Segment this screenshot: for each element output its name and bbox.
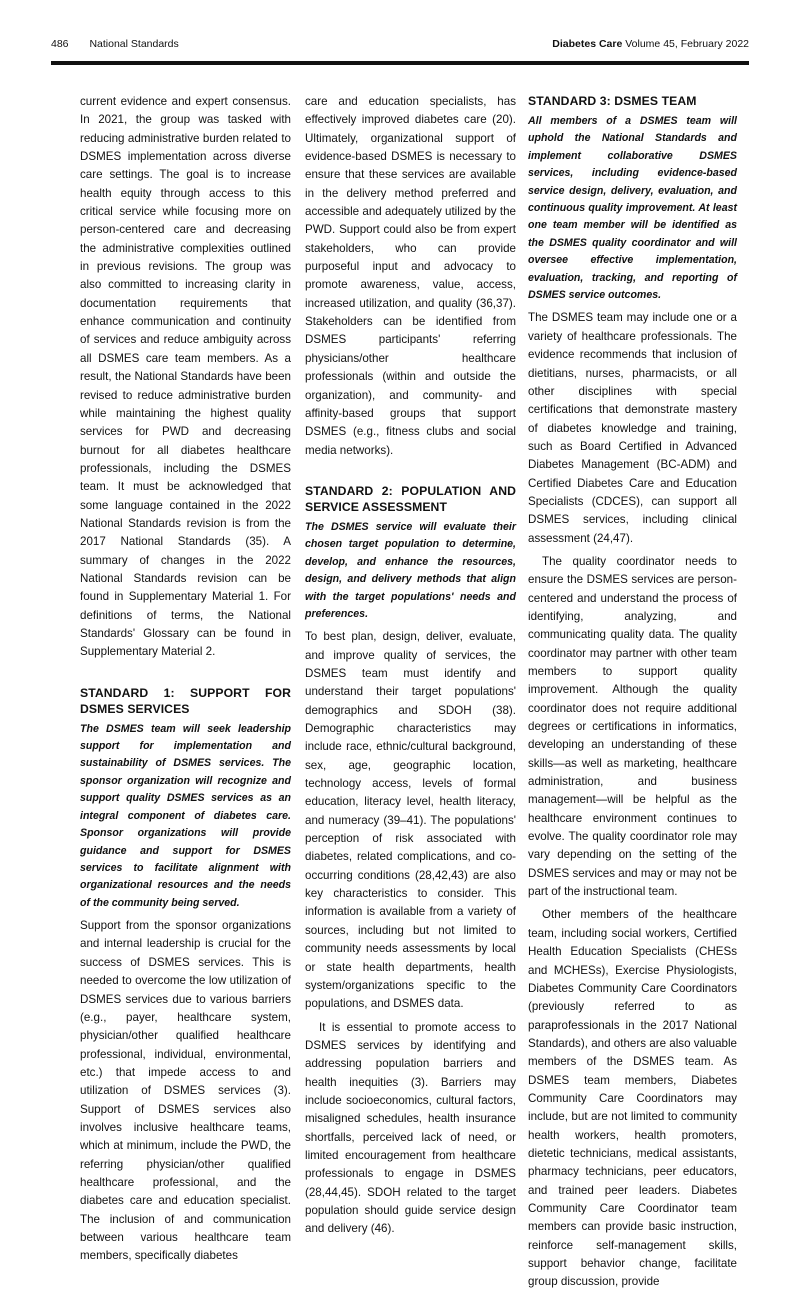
page-number: 486 xyxy=(51,38,69,50)
running-header xyxy=(51,38,749,54)
standard-1-heading: STANDARD 1: SUPPORT FOR DSMES SERVICES xyxy=(80,685,291,716)
paragraph: To best plan, design, deliver, evaluate, and improve quality of services, the DSMES team must identify and understand their target populations' demographics and SDOH (38). Demographic characteristics may include race, ethnic/cultural background, sex, age, geographic location, technology access, levels of formal education, literacy level, health literacy, and numeracy (39–41). The populations' perception of risk associated with diabetes, related complications, and co-occurring conditions (28,42,43) are also key characteristics to consider. This information is available from a variety of sources, including but not limited to community needs assessments by local or state health departments, health system/organizations specific to the populations, and DSMES data. xyxy=(305,630,516,1011)
column-right xyxy=(528,93,737,1297)
standard-1-statement: The DSMES team will seek leadership support for implementation and sustainability of DSMES services. The sponsor organization will recognize and support quality DSMES services as an integral component of diabetes care. Sponsor organizations will provide guidance and support for DSMES services to facilitate alignment with organizational resources and the needs of the community being served. xyxy=(80,722,291,909)
header-rule xyxy=(51,61,749,65)
column-middle xyxy=(305,93,516,1244)
standard-3-statement: All members of a DSMES team will uphold the National Standards and implement collaborative DSMES services, including evidence-based service design, delivery, evaluation, and continuous quality improvement. At least one team member will be identified as the DSMES quality coordinator and will oversee effective implementation, evaluation, tracking, and reporting of DSMES service outcomes. xyxy=(528,115,737,302)
paragraph: current evidence and expert consensus. In 2021, the group was tasked with reducing administrative burden related to DSMES implementation across diverse care settings. The goal is to increase health equity through access to this critical service while focusing more on person-centered care and decreasing the administrative complexities outlined in previous revisions. The group was also committed to increasing clarity in documentation requirements that enhance communication and continuity of services and reduce ambiguity across all DSMES care team members. As a result, the National Standards have been revised to reduce administrative burden while maintaining the highest quality services for PWD and decreasing burnout for all diabetes healthcare professionals, including the DSMES team. It must be acknowledged that some language contained in the 2022 National Standards revision is from the 2017 National Standards (35). A summary of changes in the 2022 National Standards revision can be found in Supplementary Material 1. For definitions of terms, the National Standards' Glossary can be found in Supplementary Material 2. xyxy=(80,95,291,659)
paragraph: It is essential to promote access to DSMES services by identifying and addressing population barriers and health inequities (3). Barriers may include socioeconomics, cultural factors, misaligned schedules, health insurance shortfalls, perceived lack of need, or limited encouragement from healthcare professionals to engage in DSMES (28,44,45). SDOH related to the target population should guide service design and delivery (46). xyxy=(305,1020,516,1236)
column-left xyxy=(80,93,291,1271)
header-left xyxy=(51,38,179,50)
paragraph: The DSMES team may include one or a variety of healthcare professionals. The evidence recommends that inclusion of dietitians, nurses, pharmacists, or all other disciplines with special certifications that demonstrate mastery of diabetes knowledge and training, such as Board Certified in Advanced Diabetes Management (BC-ADM) and Certified Diabetes Care and Education Specialists (CDCES), can support all DSMES services, including clinical assessment (24,47). xyxy=(528,311,737,545)
section-name: National Standards xyxy=(89,38,179,50)
paragraph: Other members of the healthcare team, including social workers, Certified Health Education Specialists (CHESs and MCHESs), Exercise Physiologists, Diabetes Community Care Coordinators (previously referred to as paraprofessionals in the 2017 National Standards), and others are also valuable members of the DSMES team. As DSMES team members, Diabetes Community Care Coordinators may include, but are not limited to community health workers, health promoters, dietetic technicians, medical assistants, pharmacy technicians, peer educators, and trained peer leaders. Diabetes Community Care Coordinator team members can provide basic instruction, reinforce self-management skills, support behavior change, facilitate group discussion, provide xyxy=(528,908,737,1289)
paragraph: Support from the sponsor organizations and internal leadership is crucial for the success of DSMES services. This is needed to overcome the low utilization of DSMES services due to various barriers (e.g., payer, healthcare system, physician/other qualified healthcare professional, individual, environmental, etc.) that impede access to and utilization of DSMES services (3). Support of DSMES services also involves inclusive healthcare teams, which at minimum, include the PWD, the referring physician/other qualified healthcare professional, and the diabetes care and education specialist. The inclusion of and communication between various healthcare team members, specifically diabetes xyxy=(80,919,291,1263)
header-right xyxy=(552,38,749,50)
issue-info: Volume 45, February 2022 xyxy=(625,38,749,50)
paragraph: care and education specialists, has effectively improved diabetes care (20). Ultimately, organizational support of evidence-based DSMES is necessary to ensure that these services are available in the delivery method preferred and accessible and adequately utilized by the PWD. Support could also be from expert stakeholders, who can provide purposeful input and advocacy to promote awareness, value, access, increased utilization, and quality (36,37). Stakeholders can be identified from DSMES participants' referring physicians/other healthcare professionals (within and outside the organization), and community- and affinity-based groups that support DSMES (e.g., fitness clubs and social media networks). xyxy=(305,95,516,457)
standard-2-statement: The DSMES service will evaluate their chosen target population to determine, develop, and enhance the resources, design, and delivery methods that align with the target populations' needs and preferences. xyxy=(305,520,516,620)
paragraph: The quality coordinator needs to ensure the DSMES services are person-centered and understand the process of identifying, analyzing, and communicating quality data. The quality coordinator may partner with other team members to support quality improvement. Although the quality coordinator does not require additional degrees or certifications in informatics, developing an understanding of these skills—as well as marketing, healthcare administration, and business management—will be helpful as the healthcare environment continues to evolve. The quality coordinator role may vary depending on the setting of the DSMES services and may or may not be part of the instructional team. xyxy=(528,554,737,899)
journal-name: Diabetes Care xyxy=(552,38,623,50)
standard-2-heading: STANDARD 2: POPULATION AND SERVICE ASSESSMENT xyxy=(305,483,516,514)
standard-3-heading: STANDARD 3: DSMES TEAM xyxy=(528,94,697,108)
